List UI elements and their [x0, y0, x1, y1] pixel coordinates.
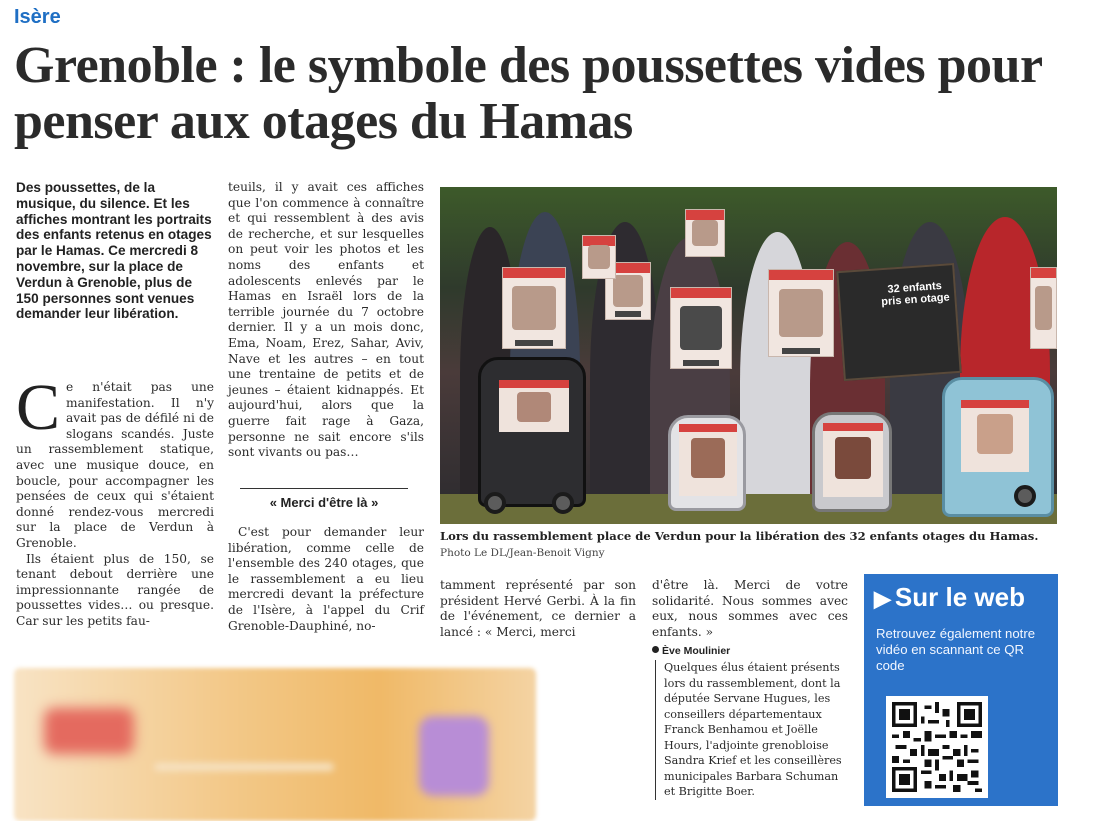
- elected-officials-box: Quelques élus étaient présents lors du rassemblement, dont la députée Servane Hugues, les conseillers départementaux Franck Benhamou et Joëlle Hours, l'adjointe grenobloise Sandra Krief et les conseillères municipales Barbara Schuman et Brigitte Boer.: [655, 660, 850, 800]
- intertitle: « Merci d'être là »: [240, 488, 408, 510]
- protest-sign: [836, 263, 961, 381]
- web-promo-title: [874, 582, 1025, 613]
- author-byline: [652, 645, 730, 657]
- bullet-icon: [652, 646, 659, 653]
- article-lead: Des poussettes, de la musique, du silence. Et les affiches montrant les portraits des enfants retenus en otages par le Hamas. Ce mercredi 8 novembre, sur la place de Verdun à Grenoble, plus de 150 personnes sont venues demander leur libération.: [16, 180, 212, 322]
- stroller-wheel: [484, 492, 506, 514]
- stroller: [478, 357, 586, 507]
- body-column-3: C'est pour demander leur libération, comme celle de l'ensemble des 240 otages, que le rassemblement a eu lieu mercredi devant la préfecture de l'Isère, à l'appel du Crif Grenoble-Dauphiné, no-: [228, 525, 424, 633]
- hostage-poster: [670, 287, 732, 369]
- blurred-advertisement[interactable]: [14, 668, 536, 821]
- qr-code[interactable]: [886, 696, 988, 798]
- web-promo-text: Retrouvez également notre vidéo en scannant ce QR code: [876, 626, 1036, 673]
- hostage-poster: [582, 235, 616, 279]
- stroller-wheel: [1014, 485, 1036, 507]
- paragraph-1-text: e n'était pas une manifestation. Il n'y avait pas de défilé ni de slogans scandés. Juste un rassemblement statique, avec une musique douce, en boucle, pour accompagner les pensées de ceux qui s'étaient donné rendez-vous mercredi sur la place de Verdun à Grenoble.: [16, 380, 214, 550]
- drop-cap: C: [16, 371, 61, 444]
- web-promo-box: [864, 574, 1058, 806]
- play-arrow-icon: ▶: [874, 586, 891, 611]
- body-column-1: [16, 371, 214, 630]
- ad-blur-shape: [419, 716, 489, 796]
- hostage-poster: [502, 267, 566, 349]
- photo-caption: Lors du rassemblement place de Verdun pour la libération des 32 enfants otages du Hamas.: [440, 529, 1039, 543]
- stroller: [942, 377, 1054, 517]
- author-name: Ève Moulinier: [662, 645, 731, 657]
- paragraph-1: [16, 371, 214, 552]
- body-column-5: d'être là. Merci de votre solidarité. Nous sommes avec eux, nous sommes avec ces enfants. »: [652, 578, 848, 639]
- section-rubric: Isère: [14, 6, 61, 28]
- body-column-4: tamment représenté par son président Hervé Gerbi. À la fin de l'événement, ce dernier a lancé : « Merci, merci: [440, 578, 636, 639]
- qr-code-icon: [892, 702, 982, 792]
- ad-blur-shape: [44, 708, 134, 754]
- hostage-poster: [768, 269, 834, 357]
- stroller: [668, 415, 746, 511]
- stroller-wheel: [552, 492, 574, 514]
- ad-blur-shape: [154, 763, 334, 771]
- stroller: [812, 412, 892, 512]
- hostage-poster: [1030, 267, 1057, 349]
- protest-sign-text: 32 enfants pris en otage: [880, 279, 951, 309]
- article-headline: Grenoble : le symbole des poussettes vides pour penser aux otages du Hamas: [14, 37, 1042, 150]
- photo-credit: Photo Le DL/Jean-Benoit Vigny: [440, 547, 605, 559]
- web-promo-title-text: Sur le web: [894, 582, 1025, 612]
- body-column-2: teuils, il y avait ces affiches que l'on commence à connaître et qui ressemblent à des avis de recherche, et sur lesquelles on peut voir les photos et les noms des enfants et adolescents enlevés par le Hamas en Israël lors de la terrible journée du 7 octobre dernier. Il y a un mois donc, Ema, Noam, Erez, Sahar, Aviv, Nave et les autres – en tout une trentaine de petits et de jeunes – étaient kidnappés. Et aujourd'hui, alors que la guerre fait rage à Gaza, personne ne sait encore s'ils sont vivants ou pas…: [228, 180, 424, 460]
- paragraph-2: Ils étaient plus de 150, se tenant debout derrière une impressionnante rangée de poussettes vides… ou presque. Car sur les petits fau-: [16, 551, 214, 628]
- article-photo: [440, 187, 1057, 524]
- hostage-poster: [685, 209, 725, 257]
